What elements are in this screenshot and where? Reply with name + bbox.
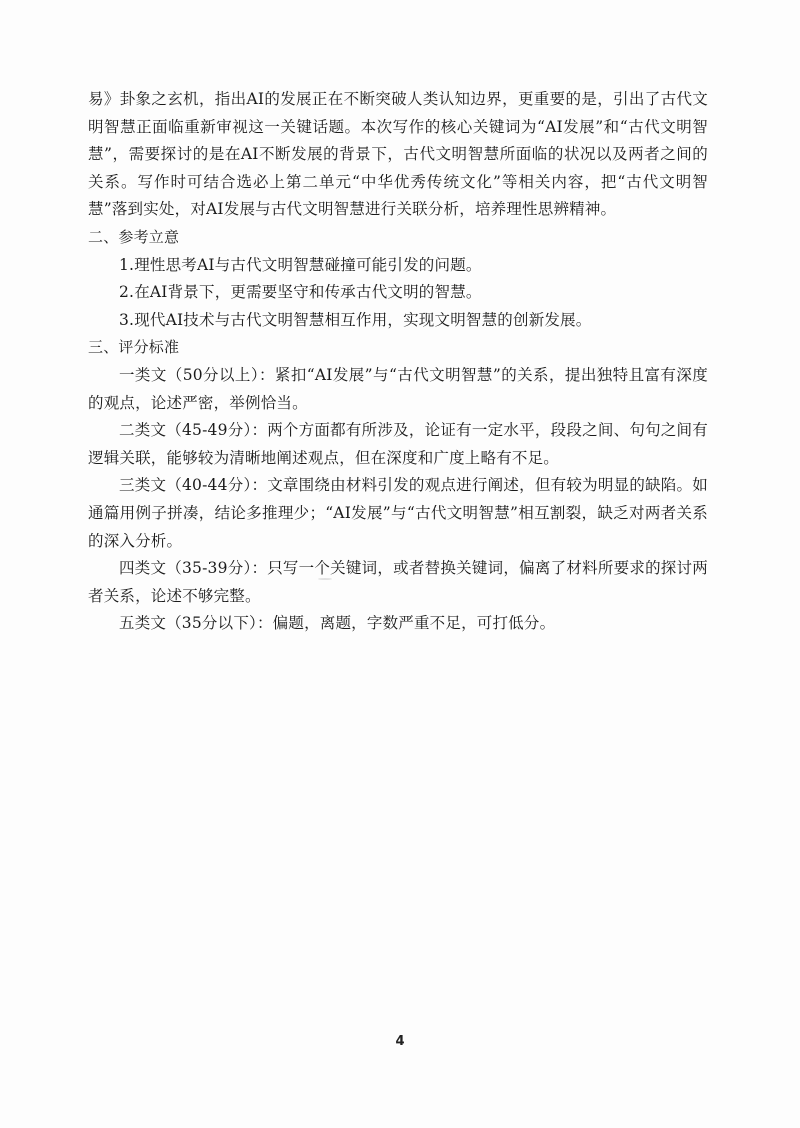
scan-speck — [318, 578, 332, 580]
grade-criterion-paragraph: 四类文（35-39分）：只写一个关键词，或者替换关键词，偏离了材料所要求的探讨两者关系，论述不够完整。 — [88, 559, 708, 605]
reference-idea-item: 1.理性思考AI与古代文明智慧碰撞可能引发的问题。 — [119, 255, 482, 274]
section-heading-reference-ideas: 二、参考立意 — [88, 227, 180, 246]
grade-criterion-paragraph: 一类文（50分以上）：紧扣“AI发展”与“古代文明智慧”的关系，提出独特且富有深度的观点，论述严密，举例恰当。 — [88, 365, 708, 412]
intro-paragraph: 易》卦象之玄机，指出AI的发展正在不断突破人类认知边界，更重要的是，引出了古代文明智慧正面临重新审视这一关键话题。本次写作的核心关键词为“AI发展”和“古代文明智慧”，需要探讨的是在AI不断发展的背景下，古代文明智慧所面临的状况以及两者之间的关系。写作时可结合选必上第二单元“中华优秀传统文化”等相关内容，把“古代文明智慧”落到实处，对AI发展与古代文明智慧进行关联分析，培养理性思辨精神。 — [88, 90, 708, 219]
grade-criterion-paragraph: 五类文（35分以下）：偏题，离题，字数严重不足，可打低分。 — [119, 614, 556, 633]
reference-idea-item: 3.现代AI技术与古代文明智慧相互作用，实现文明智慧的创新发展。 — [119, 310, 592, 329]
grade-criterion-paragraph: 三类文（40-44分）：文章围绕由材料引发的观点进行阐述，但有较为明显的缺陷。如通篇用例子拼凑，结论多推理少；“AI发展”与“古代文明智慧”相互割裂，缺乏对两者关系的深入分析。 — [88, 476, 708, 550]
document-body — [88, 86, 708, 638]
grade-criterion-paragraph: 二类文（45-49分）：两个方面都有所涉及，论证有一定水平，段段之间、句句之间有逻辑关联，能够较为清晰地阐述观点，但在深度和广度上略有不足。 — [88, 421, 708, 467]
reference-idea-item: 2.在AI背景下，更需要坚守和传承古代文明的智慧。 — [119, 283, 482, 302]
section-heading-scoring-criteria: 三、评分标准 — [88, 338, 180, 357]
page-number: 4 — [395, 1034, 405, 1049]
